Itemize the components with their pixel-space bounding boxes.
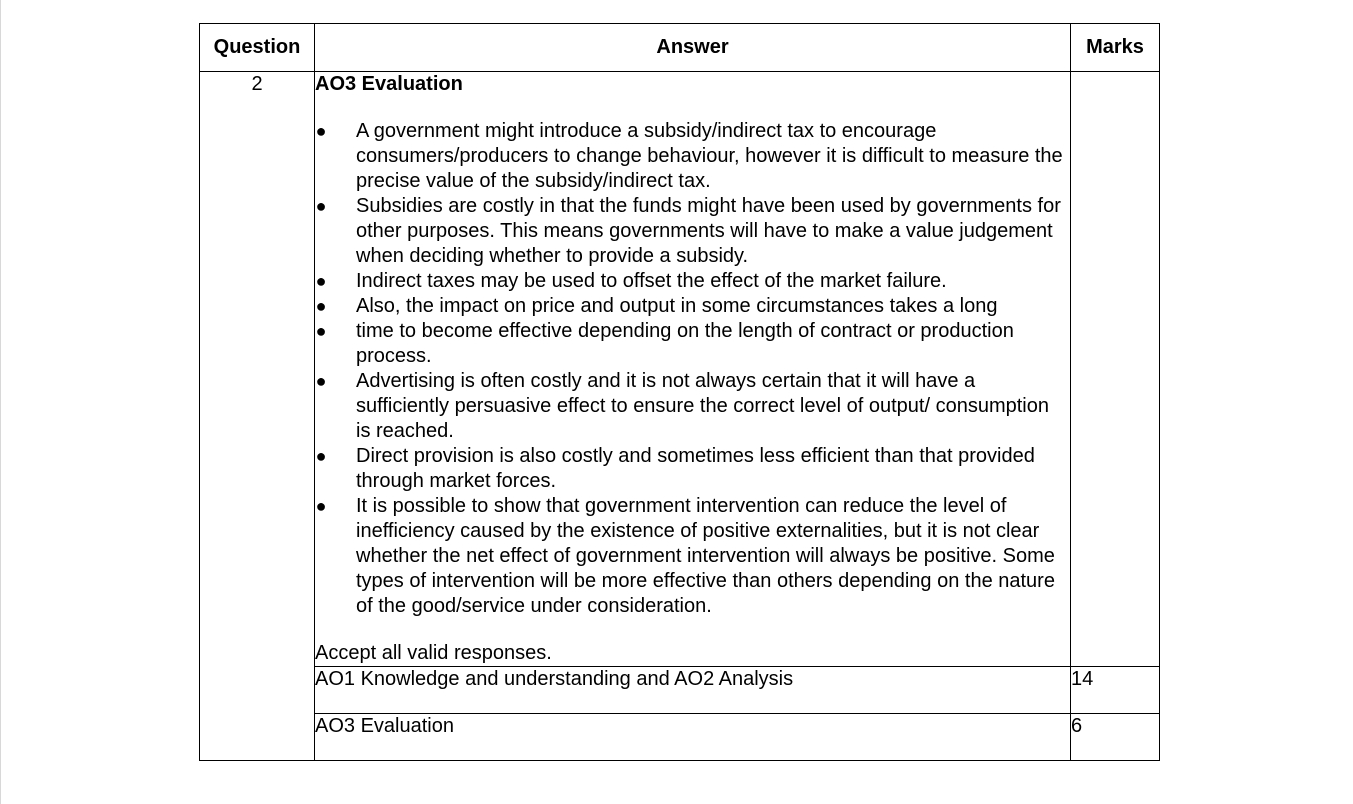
bullet-icon: ● — [315, 196, 327, 216]
list-item — [315, 194, 1070, 269]
mark-row-label: AO1 Knowledge and understanding and AO2 Analysis — [315, 667, 1071, 714]
question-number: 2 — [200, 72, 315, 761]
list-item — [315, 119, 1070, 194]
bullet-icon: ● — [315, 121, 327, 141]
answer-header: Answer — [315, 24, 1071, 72]
mark-row — [200, 714, 1160, 761]
list-item — [315, 444, 1070, 494]
marks-header: Marks — [1071, 24, 1160, 72]
list-item — [315, 369, 1070, 444]
bullet-text: Advertising is often costly and it is not always certain that it will have a sufficiently persuasive effect to ensure the correct level of output/ consumption is reached. — [356, 370, 1049, 442]
bullet-text: time to become effective depending on the length of contract or production process. — [356, 320, 1014, 367]
bullet-text: Direct provision is also costly and sometimes less efficient than that provided through market forces. — [356, 445, 1035, 492]
bullet-text: Indirect taxes may be used to offset the effect of the market failure. — [356, 270, 947, 292]
answer-content — [315, 72, 1071, 667]
bullet-icon: ● — [315, 296, 327, 316]
page-edge-divider — [0, 0, 1, 804]
bullet-text: Also, the impact on price and output in some circumstances takes a long — [356, 295, 998, 317]
mark-scheme-table — [199, 23, 1160, 761]
bullet-text: A government might introduce a subsidy/indirect tax to encourage consumers/producers to change behaviour, however it is difficult to measure the precise value of the subsidy/indirect tax. — [356, 120, 1063, 192]
mark-row — [200, 667, 1160, 714]
evaluation-points — [315, 119, 1070, 619]
section-heading: AO3 Evaluation — [315, 73, 463, 95]
accept-note: Accept all valid responses. — [315, 642, 552, 664]
mark-row-value: 14 — [1071, 667, 1160, 714]
list-item — [315, 494, 1070, 619]
bullet-icon: ● — [315, 446, 327, 466]
header-row — [200, 24, 1160, 72]
bullet-text: Subsidies are costly in that the funds might have been used by governments for other purposes. This means governments will have to make a value judgement when deciding whether to provide a subsidy. — [356, 195, 1061, 267]
question-header: Question — [200, 24, 315, 72]
bullet-icon: ● — [315, 496, 327, 516]
bullet-text: It is possible to show that government intervention can reduce the level of inefficiency caused by the existence of positive externalities, but it is not clear whether the net effect of government intervention will always be positive. Some types of intervention will be more effective than others depending on the nature of the good/service under consideration. — [356, 495, 1055, 617]
mark-row-value: 6 — [1071, 714, 1160, 761]
list-item — [315, 269, 1070, 294]
answer-marks-cell — [1071, 72, 1160, 667]
answer-row — [200, 72, 1160, 667]
bullet-icon: ● — [315, 271, 327, 291]
mark-row-label: AO3 Evaluation — [315, 714, 1071, 761]
bullet-icon: ● — [315, 321, 327, 341]
bullet-icon: ● — [315, 371, 327, 391]
list-item — [315, 319, 1070, 369]
list-item — [315, 294, 1070, 319]
